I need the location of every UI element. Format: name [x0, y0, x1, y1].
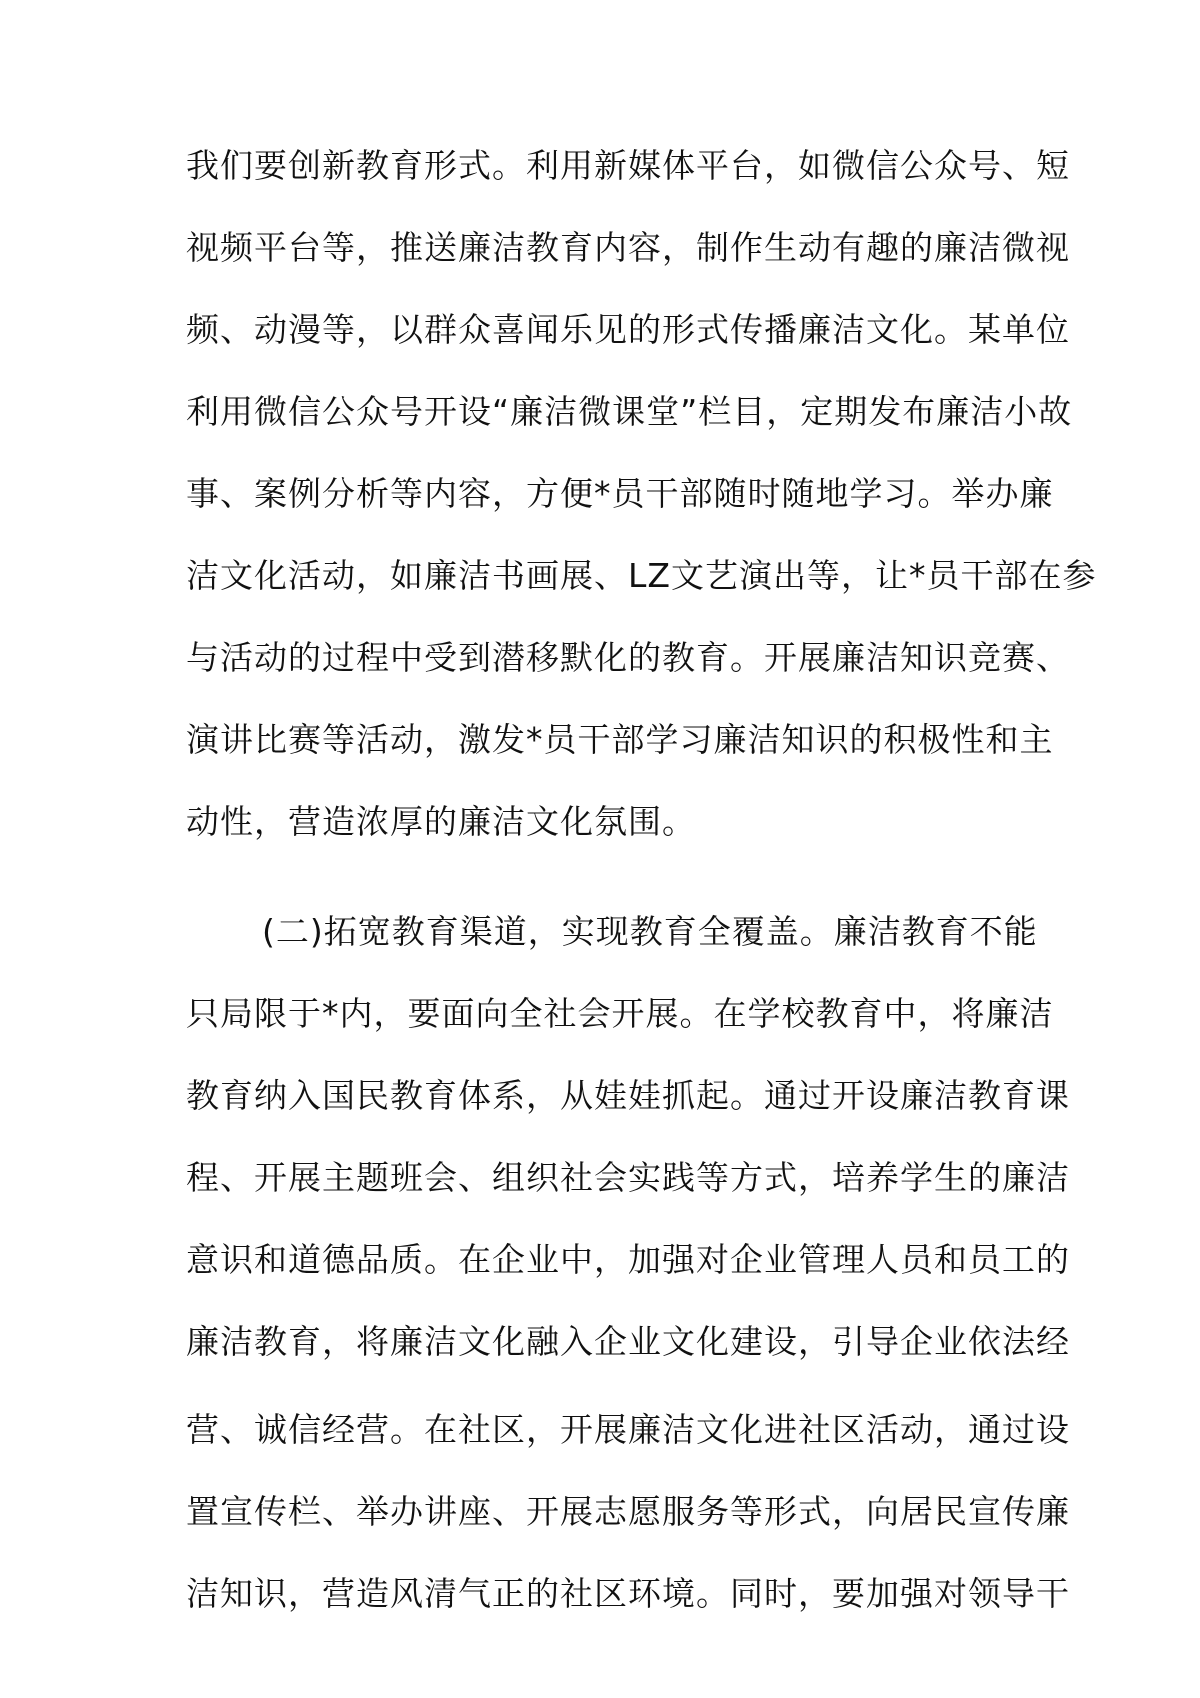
text-line: (二)拓宽教育渠道，实现教育全覆盖。廉洁教育不能 [262, 912, 1038, 951]
text-line: 意识和道德品质。在企业中，加强对企业管理人员和员工的 [186, 1240, 1070, 1279]
text-line: 廉洁教育，将廉洁文化融入企业文化建设，引导企业依法经 [186, 1322, 1070, 1361]
text-line: 程、开展主题班会、组织社会实践等方式，培养学生的廉洁 [186, 1158, 1070, 1197]
text-line: 频、动漫等，以群众喜闻乐见的形式传播廉洁文化。某单位 [186, 310, 1070, 349]
text-line: 动性，营造浓厚的廉洁文化氛围。 [186, 802, 696, 841]
text-line: 教育纳入国民教育体系，从娃娃抓起。通过开设廉洁教育课 [186, 1076, 1070, 1115]
text-line: 视频平台等，推送廉洁教育内容，制作生动有趣的廉洁微视 [186, 228, 1070, 267]
text-line: 我们要创新教育形式。利用新媒体平台，如微信公众号、短 [186, 146, 1070, 185]
text-line: 与活动的过程中受到潜移默化的教育。开展廉洁知识竞赛、 [186, 638, 1070, 677]
text-line: 洁文化活动，如廉洁书画展、LZ文艺演出等，让*员干部在参 [186, 556, 1097, 595]
text-line: 洁知识，营造风清气正的社区环境。同时，要加强对领导干 [186, 1574, 1070, 1613]
text-line: 利用微信公众号开设“廉洁微课堂”栏目，定期发布廉洁小故 [186, 392, 1073, 431]
text-line: 置宣传栏、举办讲座、开展志愿服务等形式，向居民宣传廉 [186, 1492, 1070, 1531]
text-line: 只局限于*内，要面向全社会开展。在学校教育中，将廉洁 [186, 994, 1054, 1033]
text-line: 营、诚信经营。在社区，开展廉洁文化进社区活动，通过设 [186, 1410, 1070, 1449]
text-line: 演讲比赛等活动，激发*员干部学习廉洁知识的积极性和主 [186, 720, 1054, 759]
text-line: 事、案例分析等内容，方便*员干部随时随地学习。举办廉 [186, 474, 1054, 513]
